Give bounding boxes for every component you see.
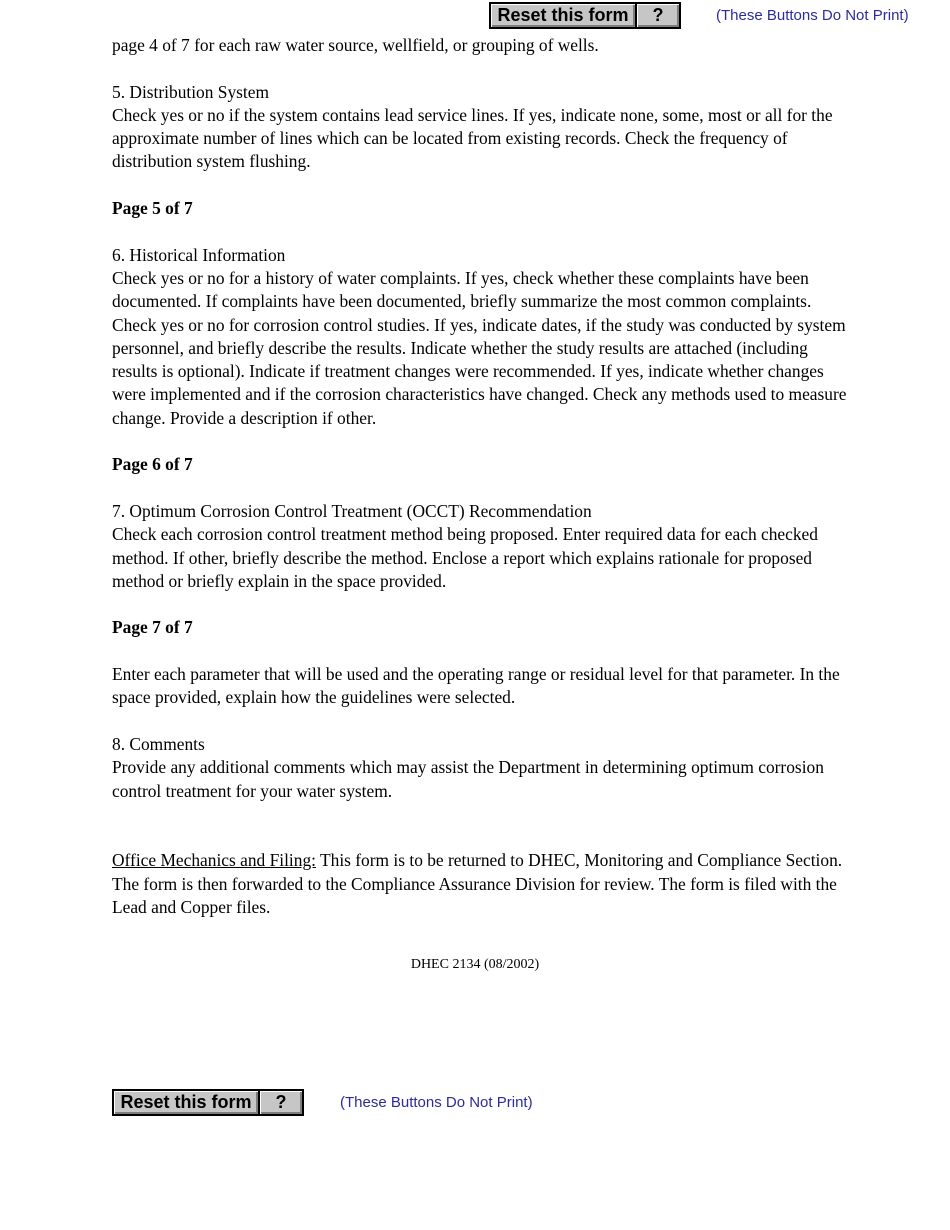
office-mechanics-label: Office Mechanics and Filing: — [112, 850, 316, 871]
section-5-body: Check yes or no if the system contains lead service lines. If yes, indicate none, some, most or all for the approximate number of lines which can be located from existing records. Check the frequency of distribution system flushing. — [112, 104, 833, 172]
section-5-title: 5. Distribution System — [112, 81, 270, 102]
section-5 — [112, 81, 852, 174]
section-7 — [112, 500, 852, 593]
section-6-title: 6. Historical Information — [112, 244, 286, 265]
reset-form-button-bottom[interactable]: Reset this form — [112, 1089, 260, 1116]
instructions-content — [112, 34, 852, 943]
bottom-button-bar — [112, 1089, 304, 1116]
section-7-body: Check each corrosion control treatment method being proposed. Enter required data for each checked method. If other, briefly describe the method. Enclose a report which explains rationale for proposed method or briefly explain in the space provided. — [112, 524, 818, 591]
section-7-title: 7. Optimum Corrosion Control Treatment (OCCT) Recommendation — [112, 500, 592, 521]
buttons-do-not-print-note: (These Buttons Do Not Print) — [716, 7, 909, 24]
section-8-body: Provide any additional comments which may assist the Department in determining optimum corrosion control treatment for your water system. — [112, 757, 824, 801]
page-7-body: Enter each parameter that will be used and the operating range or residual level for that parameter. In the space provided, explain how the guidelines were selected. — [112, 664, 840, 708]
help-button-bottom[interactable]: ? — [260, 1089, 304, 1116]
buttons-do-not-print-note-bottom: (These Buttons Do Not Print) — [340, 1094, 533, 1111]
page-5-heading: Page 5 of 7 — [112, 198, 193, 219]
section-8 — [112, 733, 852, 803]
page-7-heading: Page 7 of 7 — [112, 617, 193, 638]
office-mechanics — [112, 849, 852, 919]
form-code: DHEC 2134 (08/2002) — [410, 957, 540, 972]
section-8-title: 8. Comments — [112, 733, 205, 754]
help-button[interactable]: ? — [637, 2, 681, 29]
intro-text: page 4 of 7 for each raw water source, wellfield, or grouping of wells. — [112, 35, 599, 55]
reset-form-button[interactable]: Reset this form — [489, 2, 637, 29]
section-6 — [112, 244, 852, 430]
office-mechanics-body: This form is to be returned to DHEC, Monitoring and Compliance Section. The form is then forwarded to the Compliance Assurance Division for review. The form is filed with the Lead and Copper files. — [112, 850, 843, 917]
top-button-bar — [489, 2, 681, 29]
page-6-heading: Page 6 of 7 — [112, 454, 193, 475]
section-6-body: Check yes or no for a history of water complaints. If yes, check whether these complaints have been documented. If complaints have been documented, briefly summarize the most common complaints. Check yes or no for corrosion control studies. If yes, indicate dates, if the study was conducted by system personnel, and briefly describe the results. Indicate whether the study results are attached (including results is optional). Indicate if treatment changes were recommended. If yes, indicate whether changes were implemented and if the corrosion characteristics have changed. Check any methods used to measure change. Provide a description if other. — [112, 267, 847, 428]
